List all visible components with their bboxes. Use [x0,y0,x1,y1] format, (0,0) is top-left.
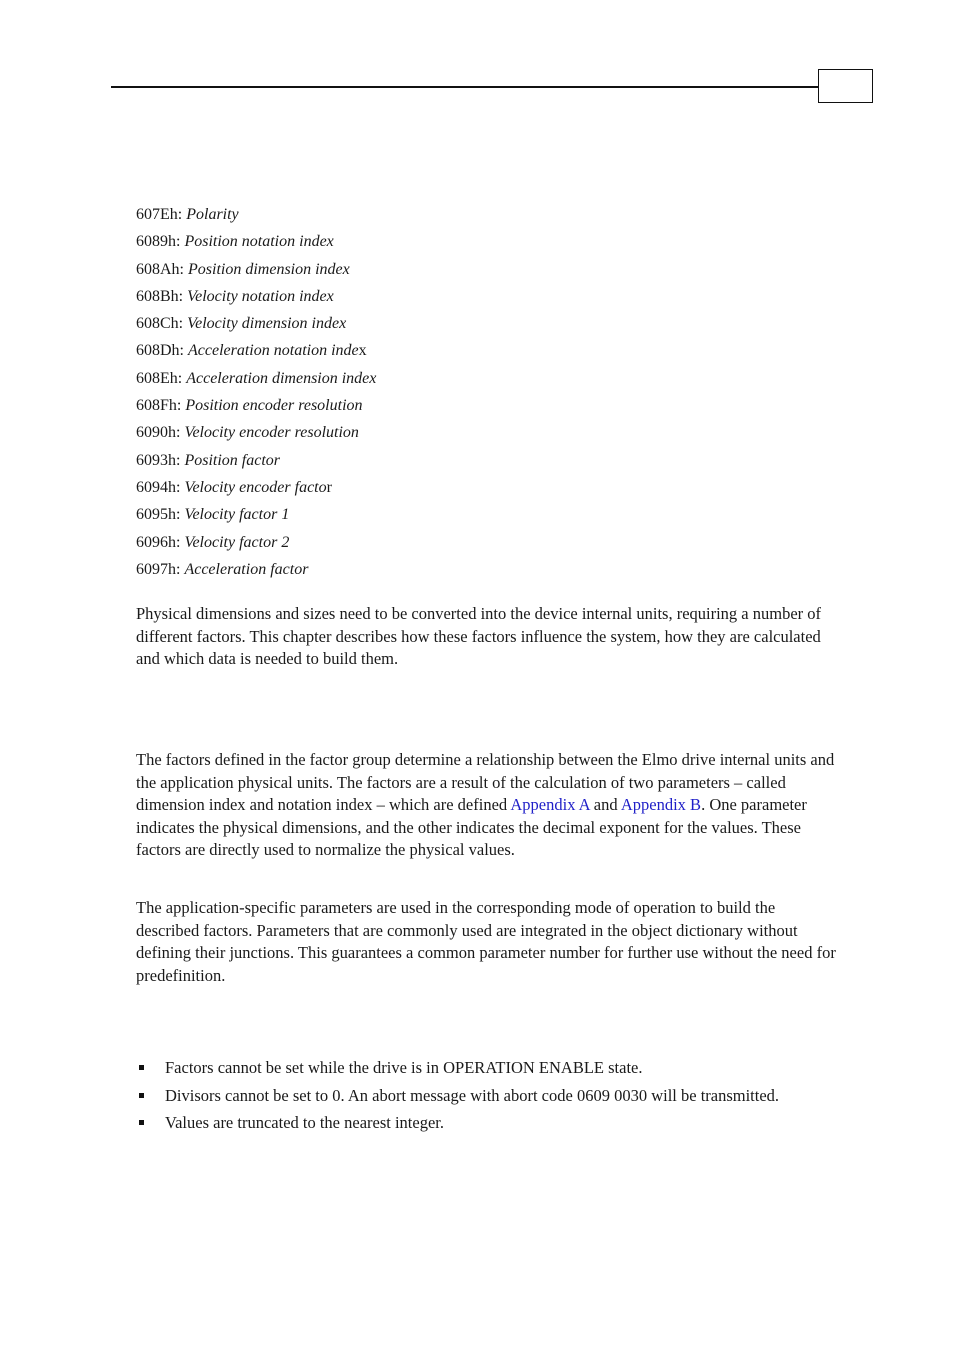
object-name-suffix: x [358,342,367,360]
object-name: Velocity encoder facto [184,478,327,496]
application-paragraph: The application-specific parameters are used in the corresponding mode of operation to build the described factors. Parameters that are commonly used are integrated in the object dictionary without defining their junctions. This guarantees a common parameter number for further use without the need for predefinition. [136,898,836,985]
factors-and-text: and [589,795,621,814]
object-code: 6093h: [136,451,181,469]
list-item [136,449,376,476]
appendix-b-link[interactable]: Appendix B [620,795,702,814]
note-text: Divisors cannot be set to 0. An abort message with abort code 0609 0030 will be transmitted. [165,1085,780,1105]
factors-paragraph [136,749,836,862]
list-item [136,1112,836,1135]
object-code: 6094h: [136,478,181,496]
notes-list [136,1057,836,1140]
object-name: Position factor [184,451,281,469]
intro-paragraph: Physical dimensions and sizes need to be converted into the device internal units, requiring a number of different factors. This chapter describes how these factors influence the system, how they are calculated and which data is needed to build them. [136,604,822,668]
object-name: Acceleration dimension index [186,369,377,387]
list-item [136,1057,836,1080]
object-name: Acceleration notation inde [188,342,359,360]
list-item [136,394,376,421]
list-item [136,1085,836,1108]
list-item [136,203,376,230]
object-name: Position encoder resolution [185,397,363,415]
list-item [136,476,376,503]
object-list [136,203,376,585]
object-code: 608Eh: [136,369,183,387]
object-name: Polarity [186,206,239,223]
list-item [136,285,376,312]
factors-text-before: The factors defined in the factor group determine a relationship between the Elmo drive internal units and the application physical units. The factors are a result of the calculation of two parameters – called dimension index and notation index – which are defined [136,750,835,814]
object-code: 6096h: [136,533,181,551]
object-name: Acceleration factor [184,560,309,578]
page-number-box [818,69,873,103]
object-code: 6097h: [136,560,181,578]
list-item [136,339,376,366]
list-item [136,558,376,585]
object-code: 6090h: [136,424,181,442]
bullet-square-icon [139,1065,144,1070]
object-name: Position dimension index [188,260,350,278]
object-code: 607Eh: [136,206,183,223]
object-name: Position notation index [184,233,334,251]
object-code: 6089h: [136,233,181,251]
object-code: 608Fh: [136,397,182,415]
list-item [136,503,376,530]
object-code: 6095h: [136,506,181,524]
note-text: Values are truncated to the nearest integer. [165,1113,445,1132]
object-code: 608Ah: [136,260,184,278]
list-item [136,312,376,339]
object-name: Velocity dimension index [187,315,347,333]
note-text: Factors cannot be set while the drive is in OPERATION ENABLE state. [165,1058,643,1077]
object-code: 608Bh: [136,287,184,305]
object-name: Velocity notation index [187,287,334,305]
object-name: Velocity factor 2 [184,533,290,551]
list-item [136,367,376,394]
list-item [136,258,376,285]
bullet-square-icon [139,1093,144,1098]
list-item [136,230,376,257]
list-item [136,531,376,558]
list-item [136,421,376,448]
header-rule [111,86,819,88]
object-name: Velocity factor 1 [184,506,290,524]
appendix-a-link[interactable]: Appendix A [510,795,590,814]
object-code: 608Dh: [136,342,184,360]
object-code: 608Ch: [136,315,184,333]
bullet-square-icon [139,1120,144,1125]
factors-text-after: . One parameter indicates the physical dimensions, and the other indicates the decimal exponent for the values. These factors are directly used to normalize the physical values. [136,795,807,859]
object-name-suffix: r [326,478,332,496]
object-name: Velocity encoder resolution [184,424,359,442]
